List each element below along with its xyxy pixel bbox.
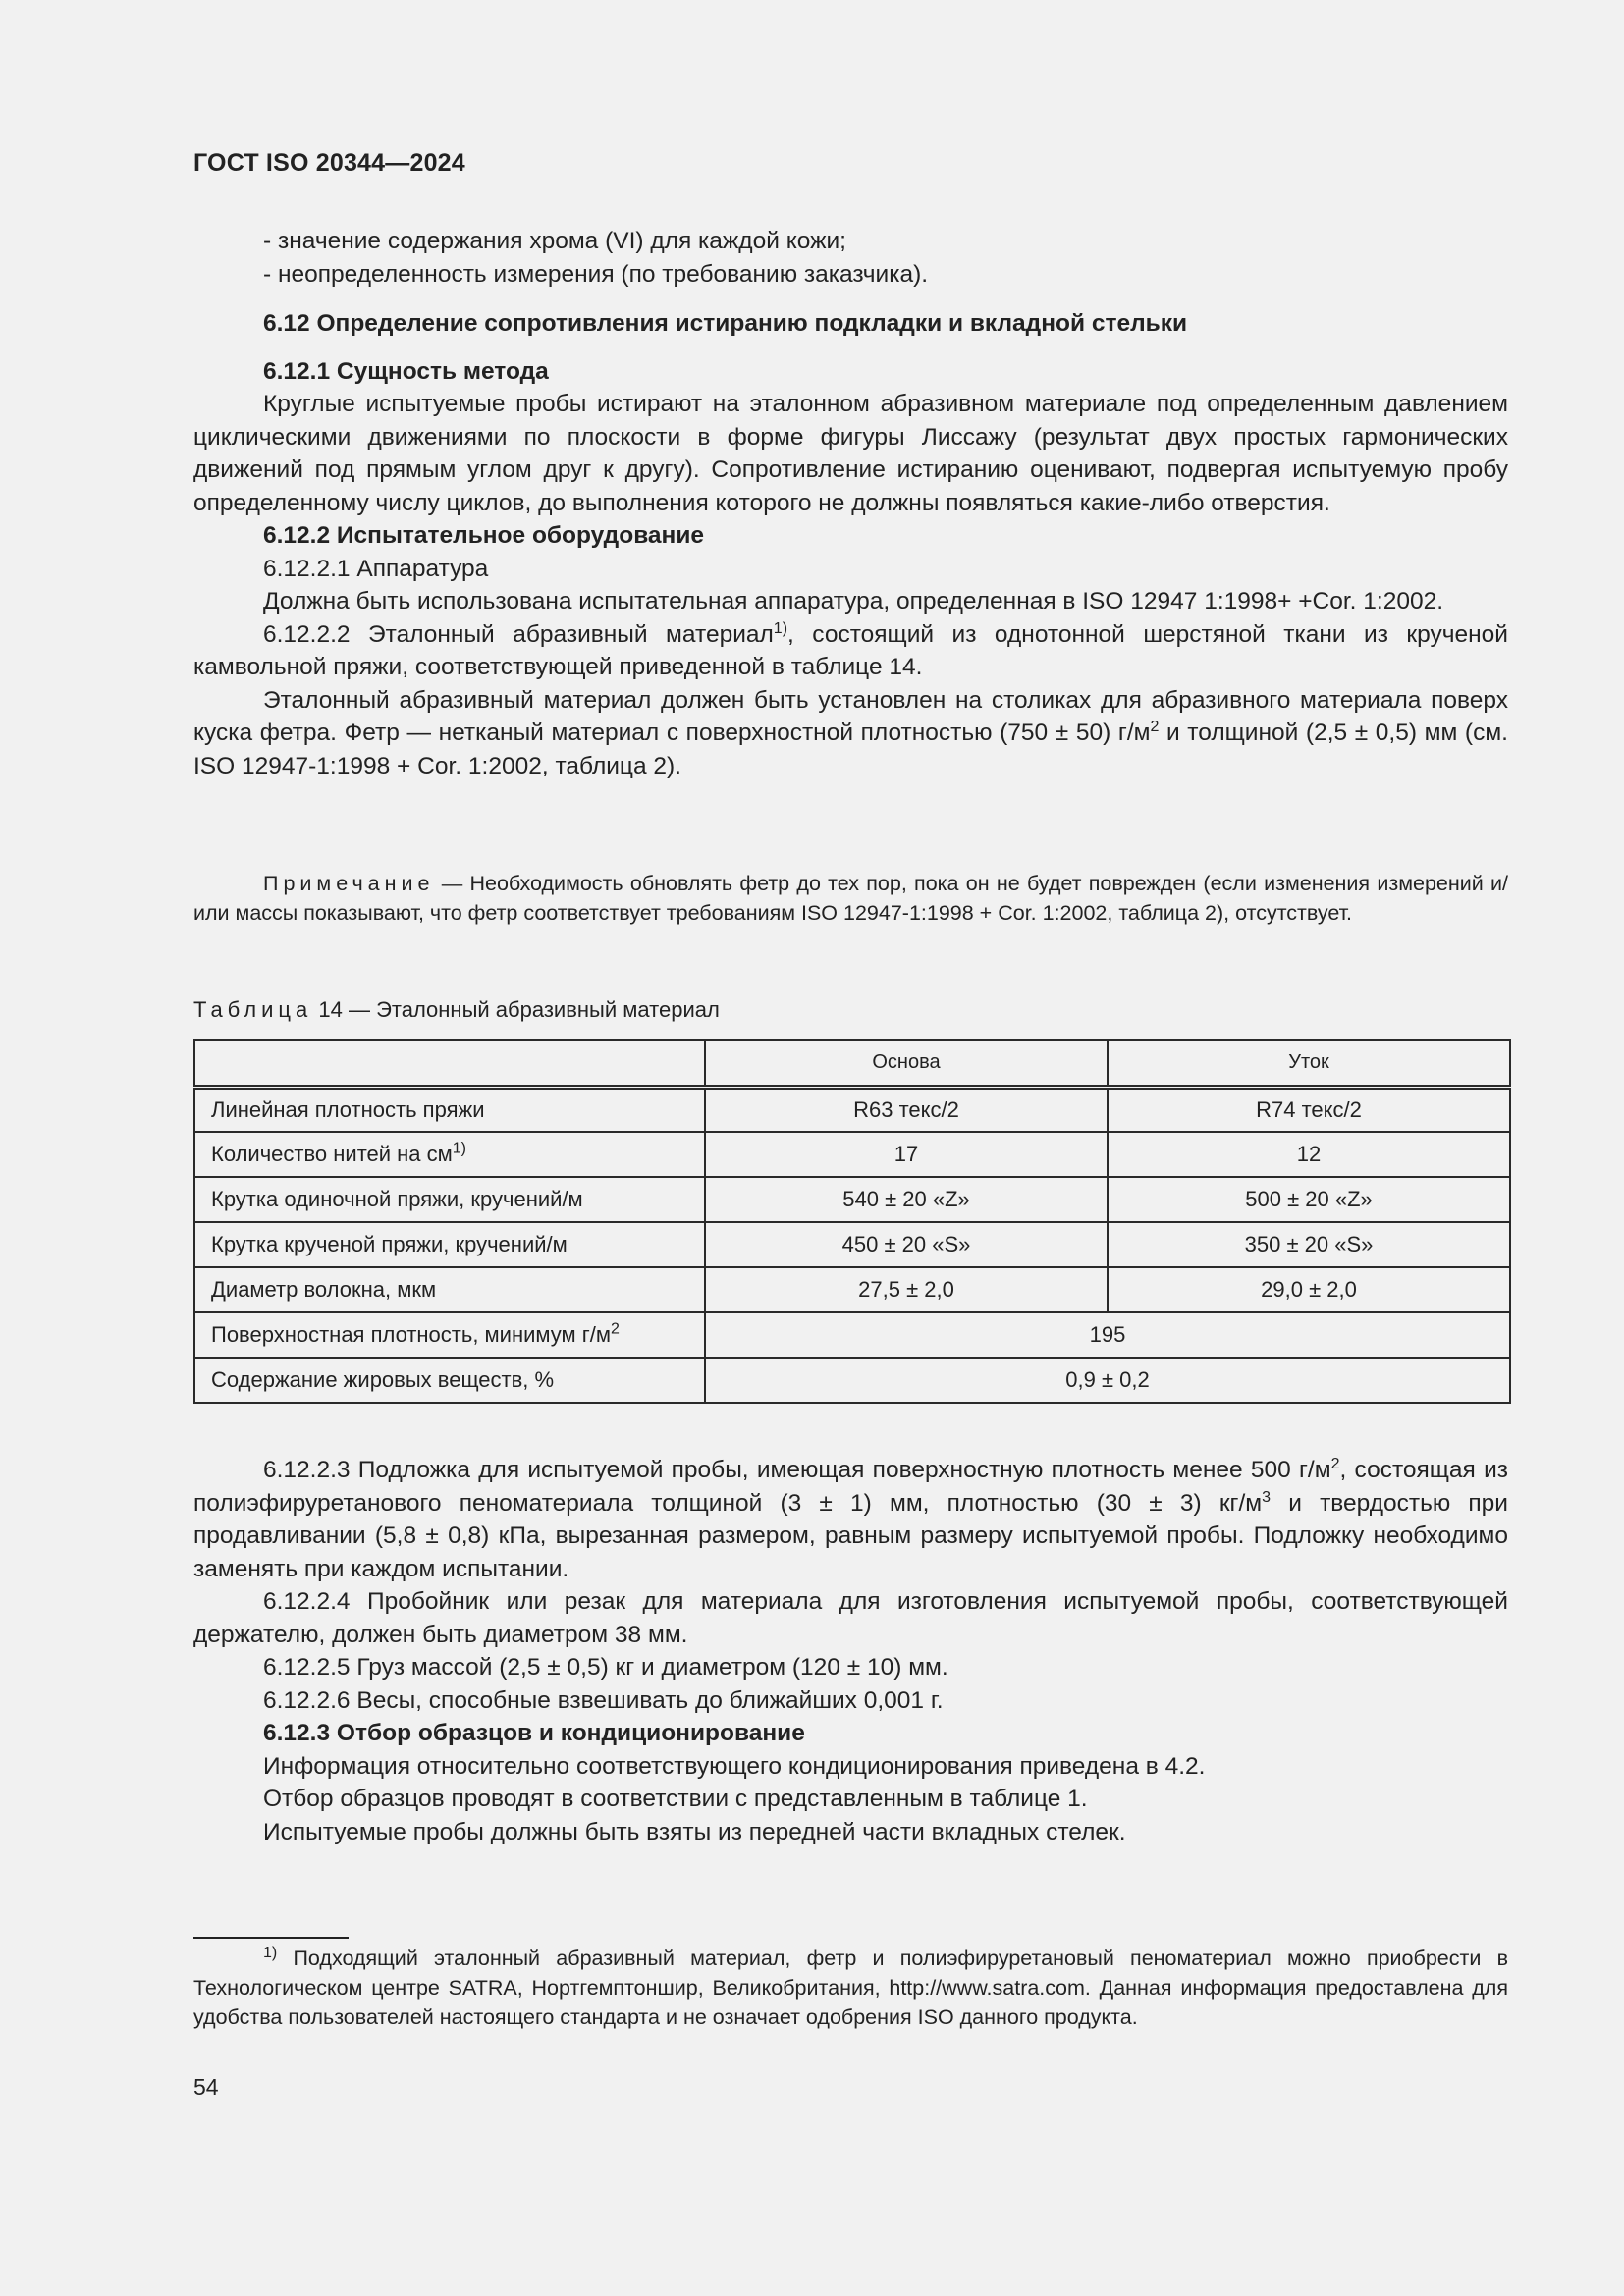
document-header: ГОСТ ISO 20344—2024: [193, 149, 465, 177]
section-heading-6-12-3: 6.12.3 Отбор образцов и кондиционирование: [263, 1720, 805, 1746]
table-row: [194, 1222, 1510, 1267]
main-text-top: [193, 225, 1508, 782]
section-heading-6-12-1: 6.12.1 Сущность метода: [263, 357, 549, 385]
table-row-label: Количество нитей на $см^{1)}$: [194, 1132, 705, 1177]
table-caption: Таблица 14 — Эталонный абразивный материал: [193, 997, 720, 1022]
footnote: [193, 1944, 1508, 2032]
paragraph-sampling: Отбор образцов проводят в соответствии с представленным в таблице 1.: [263, 1786, 1088, 1812]
table-header-row: [194, 1040, 1510, 1087]
table-row: [194, 1267, 1510, 1312]
table-row-label: Диаметр волокна, мкм: [194, 1267, 705, 1312]
section-heading-6-12: 6.12 Определение сопротивления истиранию подкладки и вкладной стельки: [263, 310, 1188, 337]
paragraph-abrasive: 6.12.2.2 Эталонный абразивный материал$^{1)}$, состоящий из однотонной шерстяной ткани из крученой камвольной пряжи, соответствующей приведенной в таблице 14.: [193, 619, 1508, 680]
main-text-bottom: [193, 1454, 1508, 1848]
paragraph-weight: 6.12.2.5 Груз массой (2,5 ± 0,5) кг и диаметром (120 ± 10) мм.: [263, 1654, 948, 1681]
table-row: [194, 1177, 1510, 1222]
table-cell-warp: 540 ± 20 «Z»: [705, 1177, 1108, 1222]
note-text: — Необходимость обновлять фетр до тех пор, пока он не будет поврежден (если изменения измерений и/или массы показывают, что фетр соответствует требованиям ISO 12947-1:1998 + Cor. 1:2002, таблица 2), отсутствует.: [193, 872, 1508, 925]
table-row: [194, 1358, 1510, 1403]
table-header-cell: [194, 1040, 705, 1087]
paragraph-felt: Эталонный абразивный материал должен быть установлен на столиках для абразивного материала поверх куска фетра. Фетр — нетканый материал с поверхностной плотностью (750 ± 50) $г/м^2$ и толщиной (2,5 ± 0,5) мм (см. ISO 12947-1:1998 + Cor. 1:2002, таблица 2).: [193, 686, 1508, 779]
table-cell-warp: 27,5 ± 2,0: [705, 1267, 1108, 1312]
table-row-label: Линейная плотность пряжи: [194, 1087, 705, 1132]
table-row: [194, 1087, 1510, 1132]
table-cell-warp: 17: [705, 1132, 1108, 1177]
paragraph-method: Круглые испытуемые пробы истирают на эталонном абразивном материале под определенным давлением циклическими движениями по плоскости в форме фигуры Лиссажу (результат двух простых гармонических движений под прямым углом друг к другу). Сопротивление истиранию оценивают, подвергая испытуемую пробу определенному числу циклов, до выполнения которого не должны появляться какие-либо отверстия.: [193, 391, 1508, 516]
table-cell-weft: 12: [1108, 1132, 1510, 1177]
table-cell-weft: R74 текс/2: [1108, 1087, 1510, 1132]
table-cell-warp: R63 текс/2: [705, 1087, 1108, 1132]
paragraph-apparatus: Должна быть использована испытательная аппаратура, определенная в ISO 12947 1:1998+ +Cor. 1:2002.: [263, 588, 1444, 614]
section-heading-6-12-2: 6.12.2 Испытательное оборудование: [263, 522, 705, 549]
table-row-label: Крутка одиночной пряжи, кручений/м: [194, 1177, 705, 1222]
table-cell-merged: 0,9 ± 0,2: [705, 1358, 1510, 1403]
note: [193, 869, 1508, 928]
table-header-cell: Уток: [1108, 1040, 1510, 1087]
subsection-heading-6-12-2-1: 6.12.2.1 Аппаратура: [263, 555, 489, 582]
footnote-text: Подходящий эталонный абразивный материал, фетр и полиэфируретановый пеноматериал можно приобрести в Технологическом центре SATRA, Нортгемптоншир, Великобритания, http://www.satra.com. Данная информация предоставлена для удобства пользователей настоящего стандарта и не означает одобрения ISO данного продукта.: [193, 1947, 1508, 2029]
table-cell-weft: 500 ± 20 «Z»: [1108, 1177, 1510, 1222]
table-cell-merged: 195: [705, 1312, 1510, 1358]
table-row-label: Крутка крученой пряжи, кручений/м: [194, 1222, 705, 1267]
table-row-label: Поверхностная плотность, минимум $г/м^2$: [194, 1312, 705, 1358]
table-row: [194, 1132, 1510, 1177]
table-cell-weft: 29,0 ± 2,0: [1108, 1267, 1510, 1312]
list-item: - значение содержания хрома (VI) для каждой кожи;: [263, 228, 846, 254]
table-cell-warp: 450 ± 20 «S»: [705, 1222, 1108, 1267]
table-row-label: Содержание жировых веществ, %: [194, 1358, 705, 1403]
table-header-cell: Основа: [705, 1040, 1108, 1087]
table-row: [194, 1312, 1510, 1358]
paragraph-punch: 6.12.2.4 Пробойник или резак для материала для изготовления испытуемой пробы, соответствующей держателю, должен быть диаметром 38 мм.: [193, 1588, 1508, 1648]
footnote-ref: 1): [773, 619, 788, 637]
footnote-mark: 1): [263, 1944, 278, 1961]
paragraph-specimens: Испытуемые пробы должны быть взяты из передней части вкладных стелек.: [263, 1818, 1126, 1845]
footnote-divider: [193, 1937, 349, 1939]
paragraph-substrate: 6.12.2.3 Подложка для испытуемой пробы, имеющая поверхностную плотность менее 500 $г/м^2$, состоящая из полиэфируретанового пеноматериала толщиной (3 ± 1) мм, плотностью (30 ± 3) $кг/м^3$ и твердостью при продавливании (5,8 ± 0,8) кПа, вырезанная размером, равным размеру испытуемой пробы. Подложку необходимо заменять при каждом испытании.: [193, 1455, 1508, 1582]
table-cell-weft: 350 ± 20 «S»: [1108, 1222, 1510, 1267]
paragraph-scales: 6.12.2.6 Весы, способные взвешивать до ближайших 0,001 г.: [263, 1686, 944, 1714]
list-item: - неопределенность измерения (по требованию заказчика).: [263, 260, 929, 288]
paragraph-conditioning: Информация относительно соответствующего кондиционирования приведена в 4.2.: [263, 1752, 1206, 1780]
page-number: 54: [193, 2074, 219, 2100]
note-label: Примечание: [263, 872, 435, 895]
table-14: [193, 1039, 1511, 1404]
